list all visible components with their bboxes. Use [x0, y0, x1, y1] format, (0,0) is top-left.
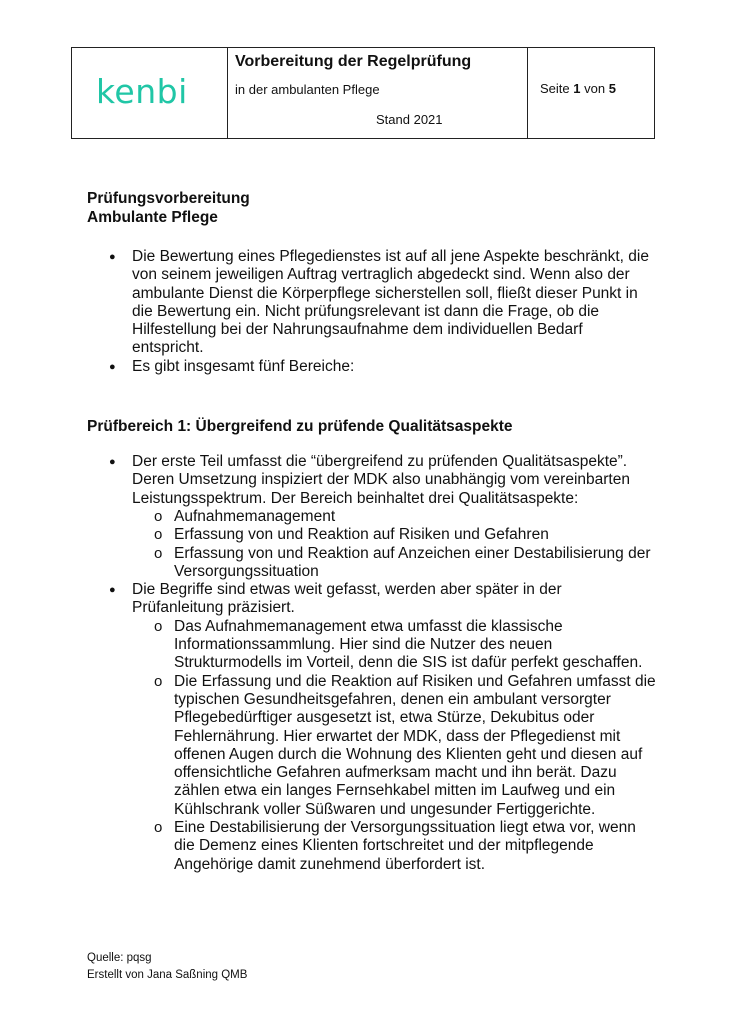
- sub-list-item: o Das Aufnahmemanagement etwa umfasst die klassische Informationssammlung. Hier sind die Nutzer des neuen Strukturmodells im Vorteil, denn die SIS ist dafür perfekt geschaffen.: [132, 618, 657, 673]
- sub-list-item: o Die Erfassung und die Reaktion auf Risiken und Gefahren umfasst die typischen Gesundheitsgefahren, denen ein ambulant versorgter Pflegebedürftiger ausgesetzt ist, etwa Stürze, Dekubitus oder Fehlernährung. Hier erwartet der MDK, dass der Pflegedienst mit offenen Augen durch die Wohnung des Klienten geht und diesen auf offensichtliche Gefahren aufmerksam macht und ihn berät. Dazu zählen etwa ein langes Fernsehkabel mitten im Laufweg und ein Kühlschrank voller Süßwaren und ungesunder Fertiggerichte.: [132, 673, 657, 819]
- header-table: [71, 47, 655, 139]
- sub-list-item: o Eine Destabilisierung der Versorgungssituation liegt etwa vor, wenn die Demenz eines Klienten fortschreitet und der mitpflegende Angehörige damit zunehmend überfordert ist.: [132, 819, 657, 874]
- page-cell: [528, 48, 654, 138]
- sub-list-item: o Erfassung von und Reaktion auf Anzeichen einer Destabilisierung der Versorgungssituation: [132, 545, 657, 582]
- document-body: [87, 189, 657, 874]
- list-item: ● Es gibt insgesamt fünf Bereiche:: [87, 358, 657, 376]
- section-list: [87, 453, 657, 874]
- author-note: Erstellt von Jana Saßning QMB: [87, 969, 248, 981]
- footer: [87, 950, 247, 984]
- heading-line-1: Prüfungsvorbereitung: [87, 190, 250, 207]
- sub-list-item: o Erfassung von und Reaktion auf Risiken und Gefahren: [132, 526, 657, 544]
- list-item: ● Der erste Teil umfasst die “übergreifend zu prüfenden Qualitätsaspekte”. Deren Umsetzung inspiziert der MDK also unabhängig vom vereinbarten Leistungsspektrum. Der Bereich beinhaltet drei Qualitätsaspekte: o Aufnahmemanagement o Erfassung von und Reaktion auf Risiken und Gefahren o Erfassung von und Reaktion auf Anzeichen einer Destabilisierung der Versorgungssituation: [87, 453, 657, 581]
- source-note: Quelle: pqsg: [87, 952, 152, 964]
- sub-list-item: o Aufnahmemanagement: [132, 508, 657, 526]
- page-indicator: Seite 1 von 5: [540, 81, 616, 96]
- heading-line-2: Ambulante Pflege: [87, 209, 218, 226]
- sub-list: [132, 508, 657, 581]
- document-stand: Stand 2021: [376, 112, 443, 127]
- kenbi-logo: kenbi: [96, 72, 188, 111]
- list-item: ● Die Bewertung eines Pflegedienstes ist auf all jene Aspekte beschränkt, die von seinem jeweiligen Auftrag vertraglich abgedeckt sind. Wenn also der ambulante Dienst die Körperpflege sicherstellen soll, fließt dieser Punkt in die Bewertung ein. Nicht prüfungsrelevant ist dann die Frage, ob die Hilfestellung bei der Nahrungsaufnahme dem individuellen Bedarf entspricht.: [87, 248, 657, 358]
- sub-list: [132, 618, 657, 874]
- title-cell: [228, 48, 528, 138]
- document-title: Vorbereitung der Regelprüfung: [235, 53, 472, 70]
- logo-cell: [72, 48, 228, 138]
- section-title: Prüfbereich 1: Übergreifend zu prüfende Qualitätsaspekte: [87, 418, 513, 436]
- document-subtitle: in der ambulanten Pflege: [235, 82, 380, 97]
- intro-list: [87, 248, 657, 376]
- list-item: ● Die Begriffe sind etwas weit gefasst, werden aber später in der Prüfanleitung präzisiert. o Das Aufnahmemanagement etwa umfasst die klassische Informationssammlung. Hier sind die Nutzer des neuen Strukturmodells im Vorteil, denn die SIS ist dafür perfekt geschaffen. o Die Erfassung und die Reaktion auf Risiken und Gefahren umfasst die typischen Gesundheitsgefahren, denen ein ambulant versorgter Pflegebedürftiger ausgesetzt ist, etwa Stürze, Dekubitus oder Fehlernährung. Hier erwartet der MDK, dass der Pflegedienst mit offenen Augen durch die Wohnung des Klienten geht und diesen auf offensichtliche Gefahren aufmerksam macht und ihn berät. Dazu zählen etwa ein langes Fernsehkabel mitten im Laufweg und ein Kühlschrank voller Süßwaren und ungesunder Fertiggerichte. o Eine Destabilisierung der Versorgungssituation liegt etwa vor, wenn die Demenz eines Klienten fortschreitet und der mitpflegende Angehörige damit zunehmend überfordert ist.: [87, 581, 657, 874]
